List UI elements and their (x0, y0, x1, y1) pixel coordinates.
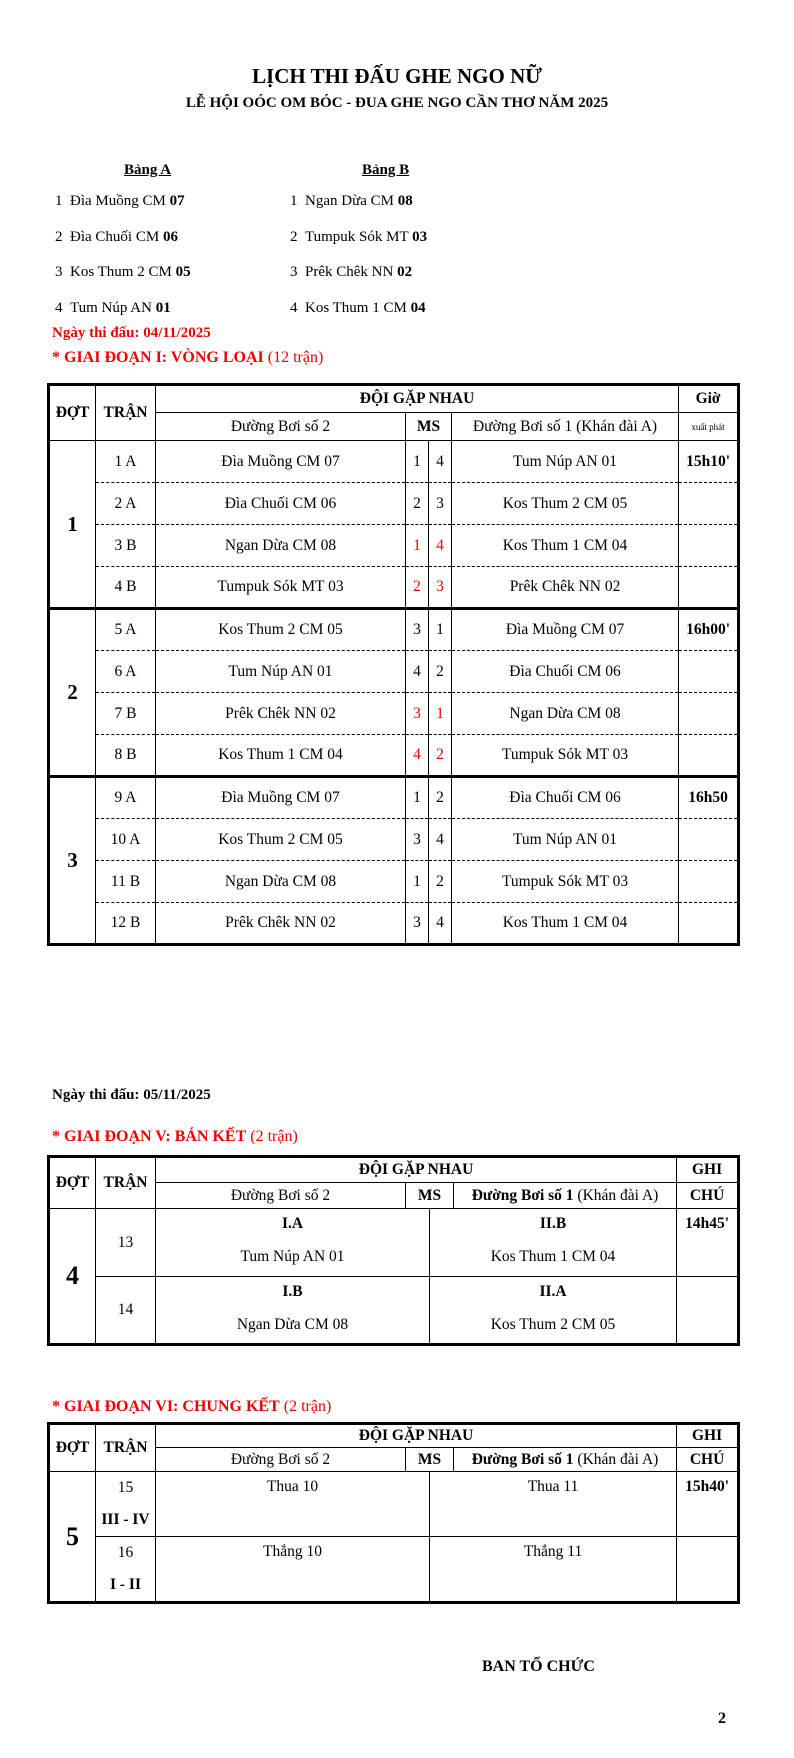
ms-lane1: 4 (429, 441, 452, 483)
stage-6-heading: * GIAI ĐOẠN VI: CHUNG KẾT (2 trận) (52, 1398, 332, 1415)
semifinal-table (47, 1155, 740, 1346)
page-title: LỊCH THI ĐẤU GHE NGO NỮ (252, 64, 542, 88)
col-ms: MS (406, 413, 452, 441)
table-row (49, 1537, 739, 1603)
group-a-heading: Bảng A (124, 162, 172, 178)
final-lane2: Thắng 10 (156, 1537, 430, 1603)
round-number: 2 (49, 609, 96, 777)
semi-col-lane1: Đường Bơi số 1 (Khán đài A) (454, 1183, 677, 1209)
table-row (49, 819, 739, 861)
start-time: 16h50 (679, 777, 739, 819)
table-row (49, 651, 739, 693)
semi-col-doi: ĐỘI GẶP NHAU (156, 1157, 677, 1183)
semi-tran: 13 (96, 1209, 156, 1277)
lane1-team: Tumpuk Sók MT 03 (452, 861, 679, 903)
semi-col-dot: ĐỢT (49, 1157, 96, 1209)
ms-lane1: 2 (429, 651, 452, 693)
lane2-team: Ngan Dừa CM 08 (156, 525, 406, 567)
organizer-signature: BAN TỔ CHỨC (482, 1658, 595, 1675)
col-lane2: Đường Bơi số 2 (156, 413, 406, 441)
final-col-lane2: Đường Bơi số 2 (156, 1448, 406, 1472)
page-number: 2 (718, 1710, 726, 1727)
group-a-team: 2 Đìa Chuối CM 06 (55, 228, 178, 245)
semi-col-ms: MS (406, 1183, 454, 1209)
group-b-team: 4 Kos Thum 1 CM 04 (290, 299, 426, 316)
semi-seed1: II.A (430, 1277, 677, 1307)
match-number: 7 B (96, 693, 156, 735)
table-row (49, 525, 739, 567)
ms-lane2: 3 (406, 693, 429, 735)
final-lane2: Thua 10 (156, 1472, 430, 1537)
lane1-team: Ngan Dừa CM 08 (452, 693, 679, 735)
lane2-team: Đìa Muồng CM 07 (156, 441, 406, 483)
table-row (49, 861, 739, 903)
table-row (49, 441, 739, 483)
lane1-team: Kos Thum 1 CM 04 (452, 525, 679, 567)
start-time: 16h00' (679, 609, 739, 651)
match-number: 10 A (96, 819, 156, 861)
match-number: 6 A (96, 651, 156, 693)
table-row (49, 1472, 739, 1537)
final-col-tran: TRẬN (96, 1424, 156, 1472)
page-subtitle: LỄ HỘI OÓC OM BÓC - ĐUA GHE NGO CẦN THƠ NĂM 2025 (185, 95, 609, 111)
lane1-team: Đìa Muồng CM 07 (452, 609, 679, 651)
final-col-lane1: Đường Bơi số 1 (Khán đài A) (454, 1448, 677, 1472)
lane2-team: Kos Thum 2 CM 05 (156, 609, 406, 651)
ms-lane1: 1 (429, 609, 452, 651)
ms-lane2: 3 (406, 903, 429, 945)
group-a-list (55, 193, 191, 335)
lane2-team: Đìa Chuối CM 06 (156, 483, 406, 525)
lane1-team: Kos Thum 1 CM 04 (452, 903, 679, 945)
match-number: 3 B (96, 525, 156, 567)
semi-tran: 14 (96, 1277, 156, 1345)
ms-lane2: 4 (406, 651, 429, 693)
match-number: 11 B (96, 861, 156, 903)
ms-lane2: 1 (406, 525, 429, 567)
ms-lane1: 4 (429, 525, 452, 567)
round-number: 1 (49, 441, 96, 609)
semi-seed2: I.A (156, 1209, 430, 1239)
final-col-ms: MS (406, 1448, 454, 1472)
match-date-1: Ngày thi đấu: 04/11/2025 (52, 325, 211, 341)
lane1-team: Tumpuk Sók MT 03 (452, 735, 679, 777)
table-row (49, 567, 739, 609)
semi-dot: 4 (49, 1209, 96, 1345)
final-col-chu: CHÚ (677, 1448, 739, 1472)
match-date-2: Ngày thi đấu: 05/11/2025 (52, 1087, 211, 1103)
lane1-team: Tum Núp AN 01 (452, 441, 679, 483)
match-number: 9 A (96, 777, 156, 819)
col-lane1: Đường Bơi số 1 (Khán đài A) (452, 413, 679, 441)
final-col-doi: ĐỘI GẶP NHAU (156, 1424, 677, 1448)
final-lane1: Thắng 11 (430, 1537, 677, 1603)
table-row (49, 735, 739, 777)
ms-lane1: 2 (429, 735, 452, 777)
semi-time: 14h45' (677, 1209, 739, 1277)
semi-seed1: II.B (430, 1209, 677, 1239)
lane1-team: Prêk Chêk NN 02 (452, 567, 679, 609)
ms-lane1: 4 (429, 903, 452, 945)
lane2-team: Prêk Chêk NN 02 (156, 693, 406, 735)
ms-lane1: 3 (429, 483, 452, 525)
round-number: 3 (49, 777, 96, 945)
col-gio-sub: xuất phát (679, 413, 739, 441)
qualifying-schedule-table (47, 383, 740, 946)
group-b-team: 2 Tumpuk Sók MT 03 (290, 228, 428, 245)
ms-lane1: 3 (429, 567, 452, 609)
match-number: 5 A (96, 609, 156, 651)
lane1-team: Đìa Chuối CM 06 (452, 651, 679, 693)
match-number: 2 A (96, 483, 156, 525)
table-row (49, 903, 739, 945)
table-row (49, 777, 739, 819)
final-lane1: Thua 11 (430, 1472, 677, 1537)
lane2-team: Kos Thum 1 CM 04 (156, 735, 406, 777)
semi-team2: Tum Núp AN 01 (156, 1239, 430, 1277)
final-table (47, 1422, 740, 1604)
stage-1-heading: * GIAI ĐOẠN I: VÒNG LOẠI (12 trận) (52, 349, 324, 366)
group-b-heading: Bảng B (362, 162, 410, 178)
semi-col-lane2: Đường Bơi số 2 (156, 1183, 406, 1209)
ms-lane1: 1 (429, 693, 452, 735)
ms-lane2: 3 (406, 609, 429, 651)
group-b-team: 1 Ngan Dừa CM 08 (290, 193, 413, 209)
table-row (49, 1277, 739, 1307)
final-col-ghi: GHI (677, 1424, 739, 1448)
col-dot: ĐỢT (49, 385, 96, 441)
final-tran: 15 III - IV (96, 1472, 156, 1537)
ms-lane2: 4 (406, 735, 429, 777)
start-time: 15h10' (679, 441, 739, 483)
final-col-dot: ĐỢT (49, 1424, 96, 1472)
semi-seed2: I.B (156, 1277, 430, 1307)
ms-lane2: 3 (406, 819, 429, 861)
lane2-team: Kos Thum 2 CM 05 (156, 819, 406, 861)
final-time: 15h40' (677, 1472, 739, 1537)
lane2-team: Tumpuk Sók MT 03 (156, 567, 406, 609)
group-a-team: 1 Đìa Muồng CM 07 (55, 193, 185, 209)
ms-lane2: 2 (406, 483, 429, 525)
col-doi: ĐỘI GẶP NHAU (156, 385, 679, 413)
lane1-team: Kos Thum 2 CM 05 (452, 483, 679, 525)
group-a-team: 3 Kos Thum 2 CM 05 (55, 264, 191, 280)
ms-lane2: 2 (406, 567, 429, 609)
ms-lane2: 1 (406, 441, 429, 483)
lane2-team: Tum Núp AN 01 (156, 651, 406, 693)
ms-lane1: 2 (429, 861, 452, 903)
semi-team1: Kos Thum 1 CM 04 (430, 1239, 677, 1277)
col-tran: TRẬN (96, 385, 156, 441)
match-number: 12 B (96, 903, 156, 945)
table-row (49, 483, 739, 525)
ms-lane2: 1 (406, 861, 429, 903)
lane1-team: Đìa Chuối CM 06 (452, 777, 679, 819)
table-row (49, 609, 739, 651)
group-a-team: 4 Tum Núp AN 01 (55, 299, 171, 316)
semi-col-chu: CHÚ (677, 1183, 739, 1209)
final-dot: 5 (49, 1472, 96, 1603)
group-b-list (290, 193, 427, 335)
semi-team2: Ngan Dừa CM 08 (156, 1307, 430, 1345)
match-number: 1 A (96, 441, 156, 483)
ms-lane2: 1 (406, 777, 429, 819)
ms-lane1: 2 (429, 777, 452, 819)
semi-col-ghi: GHI (677, 1157, 739, 1183)
lane2-team: Đìa Muồng CM 07 (156, 777, 406, 819)
table-row (49, 693, 739, 735)
table-row (49, 1209, 739, 1239)
stage-5-heading: * GIAI ĐOẠN V: BÁN KẾT (2 trận) (52, 1128, 298, 1145)
match-number: 8 B (96, 735, 156, 777)
match-number: 4 B (96, 567, 156, 609)
lane2-team: Prêk Chêk NN 02 (156, 903, 406, 945)
semi-team1: Kos Thum 2 CM 05 (430, 1307, 677, 1345)
group-b-team: 3 Prêk Chêk NN 02 (290, 264, 413, 280)
ms-lane1: 4 (429, 819, 452, 861)
col-gio: Giờ (679, 385, 739, 413)
semi-col-tran: TRẬN (96, 1157, 156, 1209)
final-tran: 16 I - II (96, 1537, 156, 1603)
lane1-team: Tum Núp AN 01 (452, 819, 679, 861)
lane2-team: Ngan Dừa CM 08 (156, 861, 406, 903)
